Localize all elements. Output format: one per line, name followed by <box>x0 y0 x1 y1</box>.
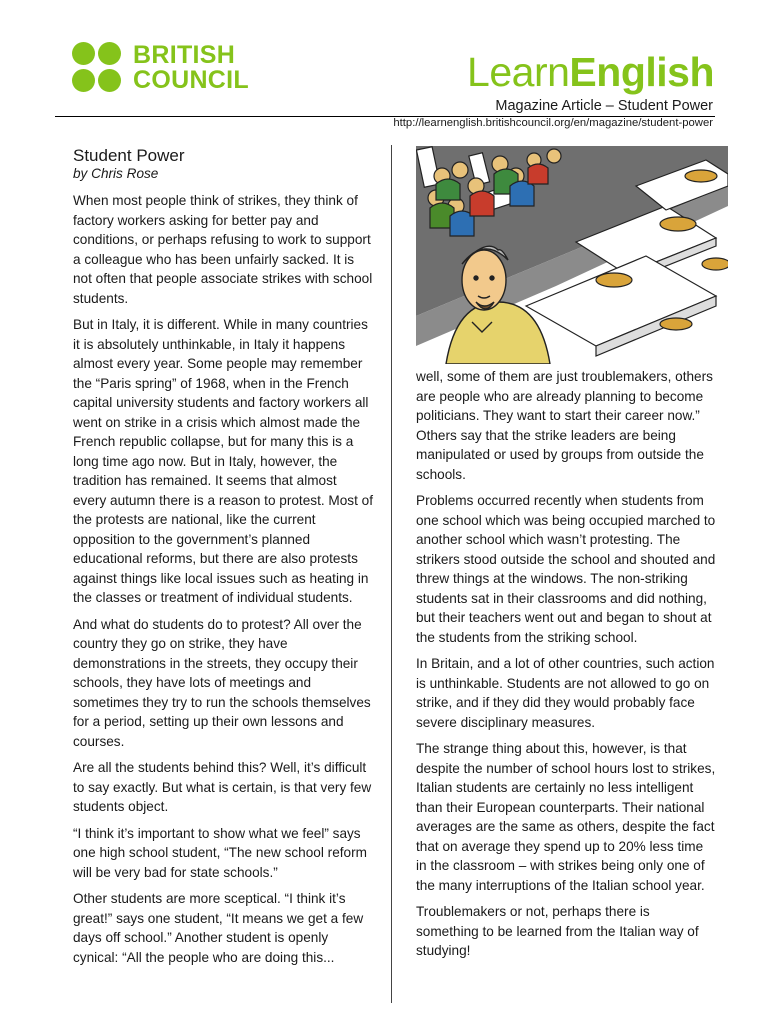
paragraph: In Britain, and a lot of other countries, such action is unthinkable. Students are not allowed to go on strike, and if they did they would probably face severe disciplinary measures. <box>416 656 715 730</box>
paragraph: And what do students do to protest? All over the country they go on strike, they have demonstrations in the streets, they occupy their schools, they have lots of meetings and sometimes they try to run the schools themselves for a period, setting up their own lessons and courses. <box>73 616 371 749</box>
paragraph: Problems occurred recently when students from one school which was being occupied marched to another school which wasn’t protesting. The strikers stood outside the school and shouted and threw things at the windows. The non-striking students sat in their classrooms and did nothing, but their teachers went out and began to shout at the students from the striking school. <box>416 493 716 645</box>
logo-line-2: COUNCIL <box>133 66 249 94</box>
paragraph: Are all the students behind this? Well, it’s difficult to say exactly. But what is certain, is that very few students object. <box>73 760 372 814</box>
paragraph: well, some of them are just troublemakers, others are people who are already planning to become politicians. They want to start their career now.” Others say that the strike leaders are being manipulated or used by groups from outside the schools. <box>416 369 713 482</box>
english-word: English <box>569 49 714 95</box>
document-subtitle: Magazine Article – Student Power <box>495 98 713 114</box>
logo-dots-icon <box>72 42 124 94</box>
british-council-logo <box>72 42 249 94</box>
paragraph: When most people think of strikes, they think of factory workers asking for better pay and conditions, or perhaps refusing to work to support a colleague who has been unfairly sacked. It is not often that people associate strikes with school students. <box>73 193 373 306</box>
logo-line-1: BRITISH <box>133 41 236 69</box>
article-url[interactable]: http://learnenglish.britishcouncil.org/en/magazine/student-power <box>393 117 713 129</box>
classroom-protest-illustration <box>416 146 728 364</box>
paragraph: But in Italy, it is different. While in many countries it is absolutely unthinkable, in Italy it happens almost every year. Some people may remember the “Paris spring” of 1968, when in the French capital university students and factory workers all went on strike in a crisis which almost made the French republic collapse, but for many this is a long time ago now. But in Italy, however, the tradition has remained. It seems that almost every autumn there is a reason to protest. Most of the protests are national, like the current opposition to the government’s planned educational reforms, but there are also protests against things like local issues such as heating in the classes or treatment of individual students. <box>73 317 373 605</box>
paragraph: The strange thing about this, however, is that despite the number of school hours lost to strikes, Italian students are certainly no less intelligent than their European counterparts. Their national averages are the same as others, despite the fact that on average they spend up to 20% less time in the classroom – with strikes being only one of the many interruptions of the Italian school year. <box>416 741 716 893</box>
paragraph: “I think it’s important to show what we feel” says one high school student, “The new school reform will be very bad for state schools.” <box>73 825 367 880</box>
article-title: Student Power <box>73 146 185 165</box>
left-column <box>73 146 373 974</box>
column-divider <box>391 145 392 1003</box>
paragraph: Other students are more sceptical. “I think it’s great!” says one student, “It means we get a few days off school.” Another student is openly cynical: “All the people who are doing this... <box>73 891 364 965</box>
article-byline: by Chris Rose <box>73 166 159 181</box>
learnenglish-logo <box>467 48 714 96</box>
learn-word: Learn <box>467 49 570 95</box>
logo-wordmark <box>133 43 249 93</box>
right-column <box>416 367 716 968</box>
paragraph: Troublemakers or not, perhaps there is something to be learned from the Italian way of studying! <box>416 904 699 958</box>
